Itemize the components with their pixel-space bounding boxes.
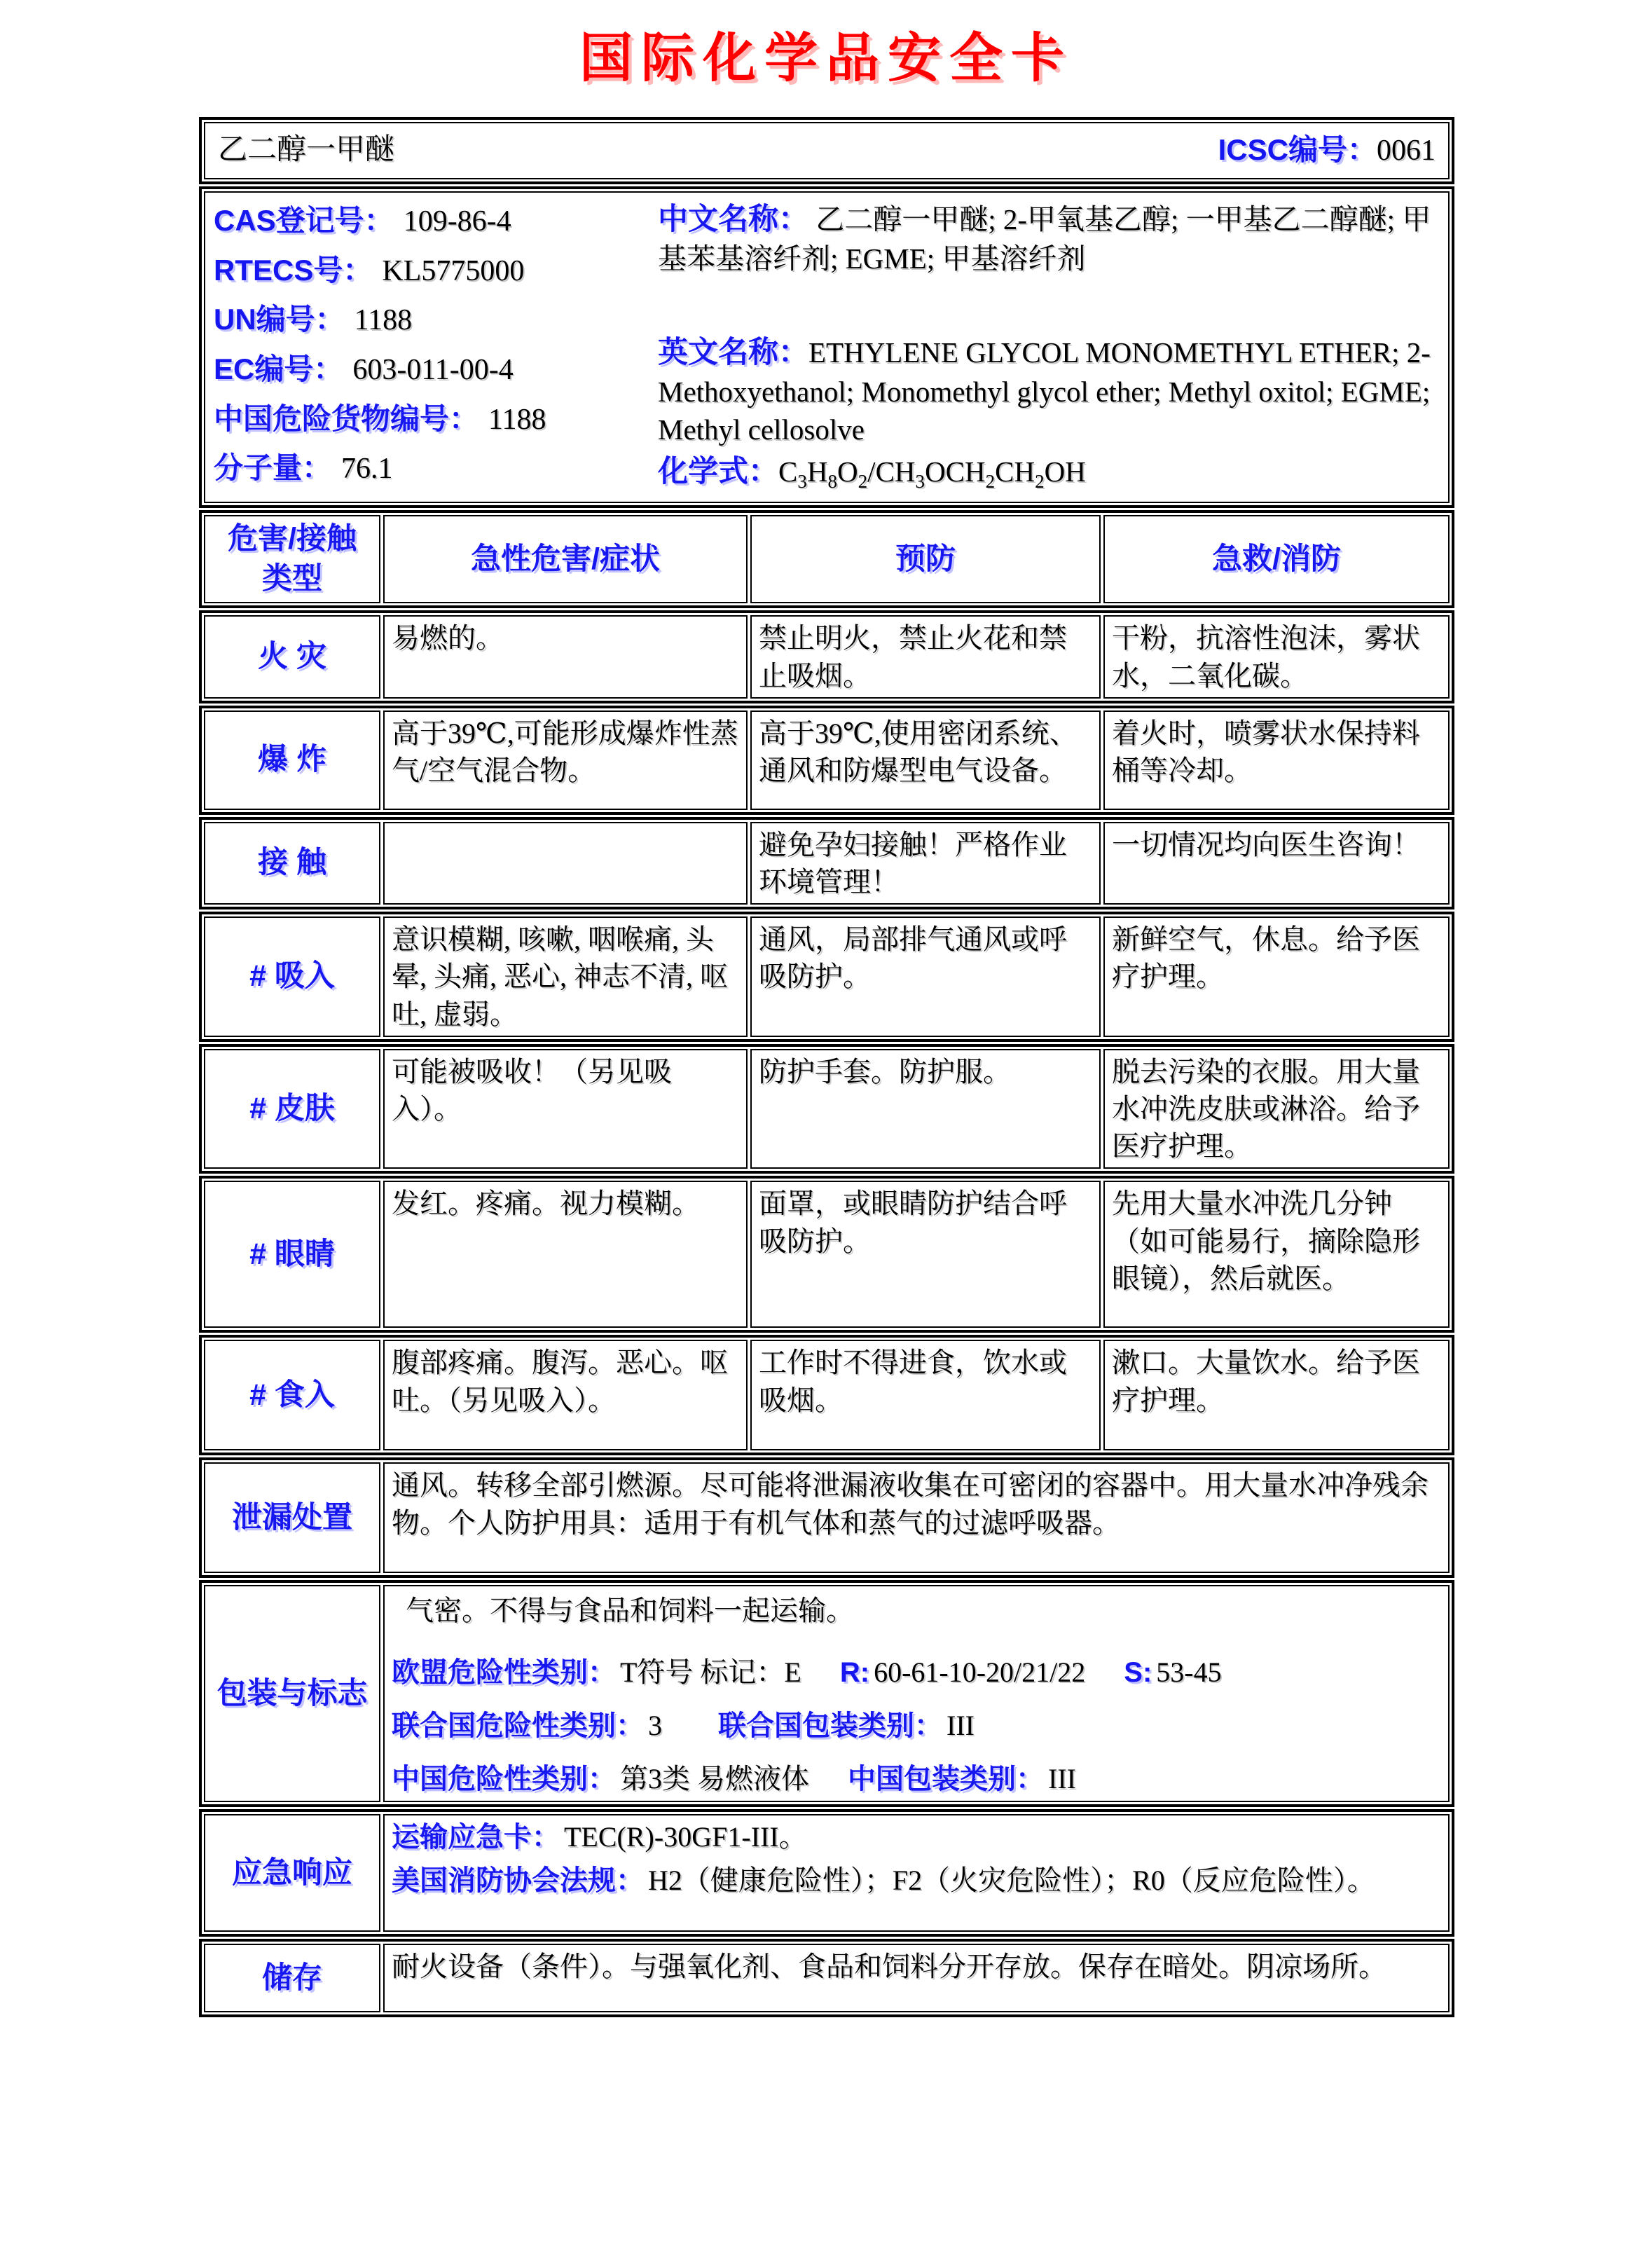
hazard-row-ingestion bbox=[199, 1335, 1454, 1455]
skin-label: # 皮肤 bbox=[204, 1049, 380, 1169]
identification-row bbox=[199, 186, 1454, 508]
r-phrases-label: R: bbox=[839, 1656, 870, 1688]
icsc-number-group bbox=[1218, 130, 1436, 171]
page-title: 国际化学品安全卡 bbox=[579, 29, 1073, 88]
identifier-line-china-dg bbox=[214, 399, 656, 440]
hazard-row-inhalation bbox=[199, 912, 1454, 1042]
rtecs-label: RTECS号： bbox=[214, 253, 373, 287]
fire-prevention: 禁止明火，禁止火花和禁止吸烟。 bbox=[750, 615, 1101, 698]
header-symptoms: 急性危害/症状 bbox=[383, 515, 748, 603]
un-label: UN编号： bbox=[214, 303, 345, 336]
explosion-symptoms: 高于39℃,可能形成爆炸性蒸气/空气混合物。 bbox=[383, 710, 748, 810]
english-names-value: ETHYLENE GLYCOL MONOMETHYL ETHER; 2-Methoxyethanol; Monomethyl glycol ether; Methyl oxitol; EGME; Methyl cellosolve bbox=[658, 336, 1431, 446]
eu-class-value: T符号 标记：E bbox=[620, 1656, 801, 1688]
cn-pack-label: 中国包装类别： bbox=[848, 1763, 1044, 1794]
inhalation-symptoms: 意识模糊, 咳嗽, 咽喉痛, 头晕, 头痛, 恶心, 神志不清, 呕吐, 虚弱。 bbox=[383, 916, 748, 1037]
eyes-prevention: 面罩，或眼睛防护结合呼吸防护。 bbox=[750, 1181, 1101, 1328]
molweight-value: 76.1 bbox=[341, 453, 393, 486]
chinese-names-label: 中文名称： bbox=[658, 202, 808, 236]
english-names bbox=[658, 333, 1440, 449]
identifier-line-molweight bbox=[214, 448, 656, 489]
skin-prevention: 防护手套。防护服。 bbox=[750, 1049, 1101, 1169]
explosion-label: 爆 炸 bbox=[204, 710, 380, 810]
chinese-names bbox=[658, 200, 1440, 278]
spill-label: 泄漏处置 bbox=[204, 1462, 380, 1573]
chemical-formula bbox=[658, 452, 1440, 495]
rtecs-value: KL5775000 bbox=[382, 254, 525, 287]
storage-label: 储存 bbox=[204, 1944, 380, 2012]
skin-response: 脱去污染的衣服。用大量水冲洗皮肤或淋浴。给予医疗护理。 bbox=[1103, 1049, 1450, 1169]
storage-text: 耐火设备（条件）。与强氧化剂、食品和饲料分开存放。保存在暗处。阴凉场所。 bbox=[383, 1944, 1450, 2012]
hazard-row-fire bbox=[199, 610, 1454, 703]
icsc-number: 0061 bbox=[1377, 135, 1436, 167]
identifier-line-un bbox=[214, 300, 656, 341]
header-hazard-type-line2: 类型 bbox=[262, 562, 322, 596]
ec-label: EC编号： bbox=[214, 352, 343, 385]
ingestion-label: # 食入 bbox=[204, 1340, 380, 1450]
molweight-label: 分子量： bbox=[214, 451, 332, 485]
formula-label: 化学式： bbox=[658, 454, 778, 488]
s-phrases-value: 53-45 bbox=[1156, 1656, 1222, 1688]
s-phrases-label: S: bbox=[1124, 1656, 1152, 1688]
packaging-cn-line bbox=[392, 1760, 1441, 1798]
hazard-row-eyes bbox=[199, 1176, 1454, 1333]
un-pack-value: III bbox=[947, 1709, 975, 1741]
icsc-card bbox=[199, 117, 1454, 2017]
skin-symptoms: 可能被吸收！（另见吸入）。 bbox=[383, 1049, 748, 1169]
nfpa-label: 美国消防协会法规： bbox=[392, 1865, 644, 1897]
r-phrases-value: 60-61-10-20/21/22 bbox=[874, 1656, 1086, 1688]
name-row bbox=[199, 117, 1454, 184]
un-class-value: 3 bbox=[648, 1709, 662, 1741]
spill-row bbox=[199, 1457, 1454, 1578]
hazard-row-skin bbox=[199, 1044, 1454, 1174]
identifier-line-rtecs bbox=[214, 251, 656, 291]
identifier-list bbox=[214, 198, 656, 495]
exposure-label: 接 触 bbox=[204, 822, 380, 905]
spill-text: 通风。转移全部引燃源。尽可能将泄漏液收集在可密闭的容器中。用大量水冲净残余物。个人防护用具：适用于有机气体和蒸气的过滤呼吸器。 bbox=[383, 1462, 1450, 1573]
eu-class-label: 欧盟危险性类别： bbox=[392, 1656, 616, 1688]
hazard-table-header bbox=[199, 510, 1454, 608]
identification-cell bbox=[204, 191, 1450, 503]
name-cell bbox=[204, 122, 1450, 179]
tec-value: TEC(R)-30GF1-III。 bbox=[564, 1821, 807, 1853]
cas-value: 109-86-4 bbox=[403, 205, 511, 238]
hazard-row-exposure bbox=[199, 817, 1454, 909]
header-prevention: 预防 bbox=[750, 515, 1101, 603]
exposure-symptoms bbox=[383, 822, 748, 905]
explosion-prevention: 高于39℃,使用密闭系统、通风和防爆型电气设备。 bbox=[750, 710, 1101, 810]
chemical-name: 乙二醇一甲醚 bbox=[218, 134, 395, 167]
un-pack-label: 联合国包装类别： bbox=[718, 1710, 942, 1741]
cn-pack-value: III bbox=[1048, 1762, 1076, 1794]
un-value: 1188 bbox=[354, 304, 413, 337]
ingestion-response: 漱口。大量饮水。给予医疗护理。 bbox=[1103, 1340, 1450, 1450]
fire-symptoms: 易燃的。 bbox=[383, 615, 748, 698]
storage-row bbox=[199, 1939, 1454, 2017]
eyes-symptoms: 发红。疼痛。视力模糊。 bbox=[383, 1181, 748, 1328]
header-hazard-type bbox=[204, 515, 380, 603]
fire-response: 干粉，抗溶性泡沫，雾状水，二氧化碳。 bbox=[1103, 615, 1450, 698]
inhalation-response: 新鲜空气，休息。给予医疗护理。 bbox=[1103, 916, 1450, 1037]
eyes-label: # 眼睛 bbox=[204, 1181, 380, 1328]
chinese-names-value: 乙二醇一甲醚; 2-甲氧基乙醇; 一甲基乙二醇醚; 甲基苯基溶纤剂; EGME; 甲基溶纤剂 bbox=[658, 203, 1431, 275]
packaging-un-line bbox=[392, 1707, 1441, 1745]
packaging-label: 包装与标志 bbox=[204, 1585, 380, 1802]
identifier-line-ec bbox=[214, 350, 656, 390]
tec-line bbox=[392, 1818, 1441, 1856]
exposure-prevention: 避免孕妇接触！严格作业环境管理！ bbox=[750, 822, 1101, 905]
ingestion-symptoms: 腹部疼痛。腹泻。恶心。呕吐。（另见吸入）。 bbox=[383, 1340, 748, 1450]
nfpa-value: H2（健康危险性）；F2（火灾危险性）；R0（反应危险性）。 bbox=[648, 1865, 1375, 1897]
packaging-transport-note: 气密。不得与食品和饲料一起运输。 bbox=[406, 1595, 854, 1627]
packaging-eu-line bbox=[392, 1654, 1441, 1691]
un-class-label: 联合国危险性类别： bbox=[392, 1710, 644, 1741]
cas-label: CAS登记号： bbox=[214, 204, 394, 237]
inhalation-prevention: 通风，局部排气通风或呼吸防护。 bbox=[750, 916, 1101, 1037]
china-dg-label: 中国危险货物编号： bbox=[214, 401, 479, 435]
emergency-row bbox=[199, 1809, 1454, 1937]
header-hazard-type-line1: 危害/接触 bbox=[228, 522, 357, 556]
ec-value: 603-011-00-4 bbox=[352, 353, 514, 386]
exposure-response: 一切情况均向医生咨询！ bbox=[1103, 822, 1450, 905]
emergency-label: 应急响应 bbox=[204, 1814, 380, 1932]
ingestion-prevention: 工作时不得进食，饮水或吸烟。 bbox=[750, 1340, 1101, 1450]
inhalation-label: # 吸入 bbox=[204, 916, 380, 1037]
identifier-line-cas bbox=[214, 201, 656, 242]
names-block bbox=[656, 198, 1444, 495]
formula-value: $C_3H_8O_2/CH_3OCH_2CH_2OH$ bbox=[778, 455, 1086, 493]
icsc-label: ICSC编号： bbox=[1218, 133, 1377, 167]
english-names-label: 英文名称： bbox=[658, 335, 808, 369]
header-response: 急救/消防 bbox=[1103, 515, 1450, 603]
cn-class-value: 第3类 易燃液体 bbox=[620, 1762, 809, 1794]
explosion-response: 着火时，喷雾状水保持料桶等冷却。 bbox=[1103, 710, 1450, 810]
nfpa-line bbox=[392, 1862, 1441, 1900]
emergency-content bbox=[383, 1814, 1450, 1932]
cn-class-label: 中国危险性类别： bbox=[392, 1763, 616, 1794]
eyes-response: 先用大量水冲洗几分钟（如可能易行，摘除隐形眼镜），然后就医。 bbox=[1103, 1181, 1450, 1328]
packaging-content bbox=[383, 1585, 1450, 1802]
tec-label: 运输应急卡： bbox=[392, 1822, 560, 1853]
packaging-row bbox=[199, 1580, 1454, 1807]
hazard-row-explosion bbox=[199, 706, 1454, 815]
fire-label: 火 灾 bbox=[204, 615, 380, 698]
china-dg-value: 1188 bbox=[488, 403, 546, 436]
